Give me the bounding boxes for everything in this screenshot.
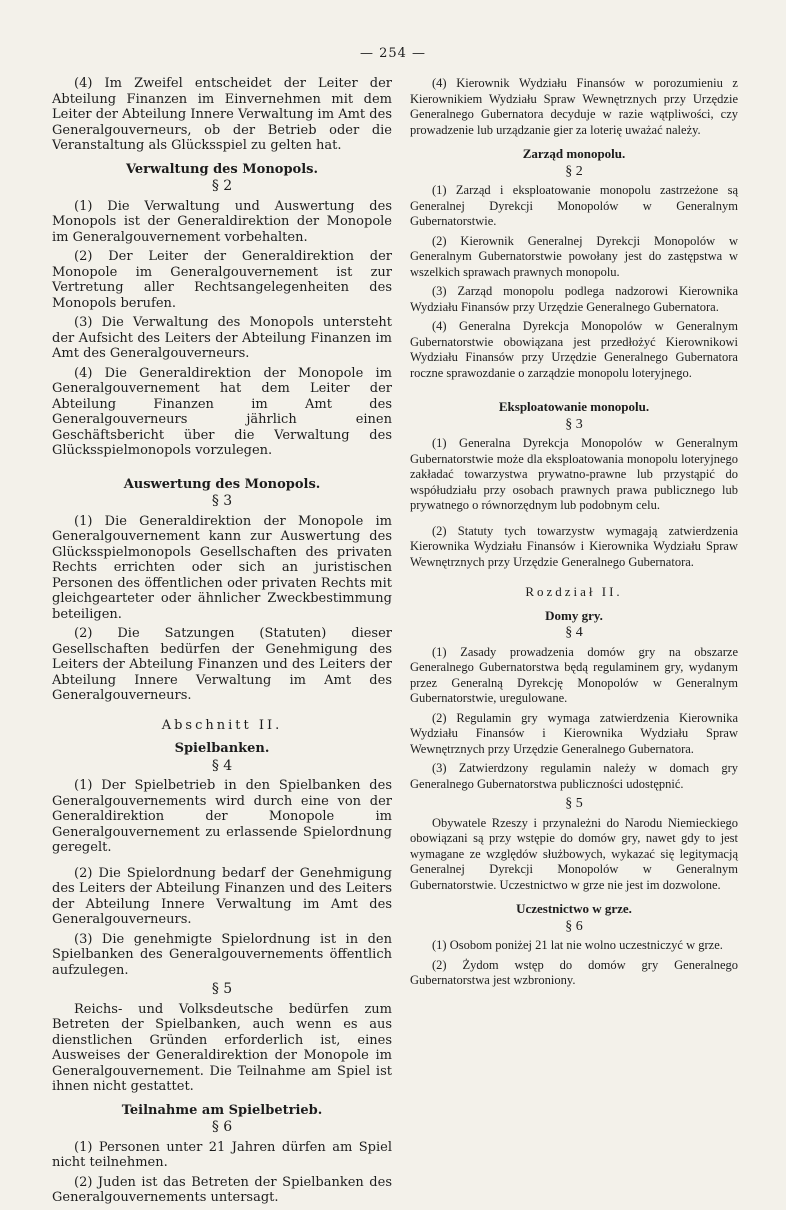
paragraph: (3) Zarząd monopolu podlega nadzorowi Kierownika Wydziału Finansów przy Urzędzie Generalnego Gubernatora. <box>410 284 738 314</box>
paragraph: (1) Zarząd i eksploatowanie monopolu zastrzeżone są Generalnej Dyrekcji Monopolów w Generalnym Gubernatorstwie. <box>410 183 738 228</box>
paragraph: (2) Die Spielordnung bedarf der Genehmigung des Leiters der Abteilung Finanzen und des Leiters der Abteilung Innere Verwaltung im Amt des Generalgouverneurs. <box>52 865 392 927</box>
paragraph-mark-2: § 2 <box>211 178 233 194</box>
paragraph: (2) Juden ist das Betreten der Spielbanken des Generalgouvernements untersagt. <box>52 1174 392 1205</box>
paragraph: (1) Der Spielbetrieb in den Spielbanken des Generalgouvernements wird durch eine von der Generaldirektion der Monopole im Generalgouvernement zu erlassende Spielordnung geregelt. <box>52 778 392 855</box>
heading-spielbanken: Spielbanken. <box>174 741 270 756</box>
paragraph-mark-3: § 3 <box>211 493 233 509</box>
paragraph: (4) Generalna Dyrekcja Monopolów w Generalnym Gubernatorstwie obowiązana jest przedłożyć Kierownikowi Wydziału Finansów przy Urzędzie Generalnego Gubernatora roczne sprawozdanie o zarządzie monopolu loteryjnego. <box>410 319 738 380</box>
paragraph-mark-5: § 5 <box>211 981 233 997</box>
heading-eksploatowanie: Eksploatowanie monopolu. <box>498 399 650 414</box>
paragraph: (1) Osobom poniżej 21 lat nie wolno uczestniczyć w grze. <box>432 938 723 952</box>
paragraph: (4) Im Zweifel entscheidet der Leiter der Abteilung Finanzen im Einvernehmen mit dem Leiter der Abteilung Innere Verwaltung im Amt des Generalgouverneurs, ob der Betrieb oder die Veranstaltung als Glücksspiel zu gelten hat. <box>52 76 392 153</box>
heading-verwaltung: Verwaltung des Monopols. <box>125 161 319 177</box>
paragraph: (2) Kierownik Generalnej Dyrekcji Monopolów w Generalnym Gubernatorstwie powołany jest do zastępstwa w wszelkich sprawach prawnych monopolu. <box>410 233 738 279</box>
heading-domy: Domy gry. <box>545 607 603 623</box>
heading-auswertung: Auswertung des Monopols. <box>123 476 321 492</box>
page-number: — 254 — <box>359 46 427 61</box>
paragraph: (4) Kierownik Wydziału Finansów w porozumieniu z Kierownikiem Wydziału Spraw Wewnętrznych przy Urzędzie Generalnego Gubernatora decyduje w razie wątpliwości, czy prowadzenie lub urządzanie gier za loterię uważać należy. <box>410 76 738 137</box>
paragraph: Reichs- und Volksdeutsche bedürfen zum Betreten der Spielbanken, auch wenn es aus dienstlichen Gründen erforderlich ist, eines Ausweises der Generaldirektion der Monopole im Generalgouvernement. Die Teilnahme am Spiel ist ihnen nicht gestattet. <box>52 1001 392 1094</box>
german-column <box>52 76 392 1210</box>
paragraph: (4) Die Generaldirektion der Monopole im Generalgouvernement hat dem Leiter der Abteilung Finanzen im Amt des Generalgouverneurs jährlich einen Geschäftsbericht über die Verwaltung des Glücksspielmonopols vorzulegen. <box>52 365 392 458</box>
paragraph: (1) Zasady prowadzenia domów gry na obszarze Generalnego Gubernatorstwa będą regulaminem gry, wydanym przez Generalną Dyrekcję Monopolów w Generalnym Gubernatorstwie, uregulowane. <box>410 644 738 705</box>
paragraph-mark-6: § 6 <box>565 918 583 934</box>
paragraph: (3) Zatwierdzony regulamin należy w domach gry Generalnego Gubernatorstwa publiczności udostępnić. <box>410 761 738 791</box>
paragraph-mark-4: § 4 <box>565 625 583 640</box>
paragraph: (1) Generalna Dyrekcja Monopolów w Generalnym Gubernatorstwie może dla eksploatowania monopolu loteryjnego zakładać towarzystwa prywatno-prawne lub przystąpić do współudziału przy osobach prawnych prawa publicznego lub prywatnego o równorzędnym lub podobnym celu. <box>410 436 738 512</box>
paragraph-mark-5: § 5 <box>565 796 583 811</box>
heading-teilnahme: Teilnahme am Spielbetrieb. <box>121 1102 323 1118</box>
polish-column <box>410 76 738 993</box>
paragraph: (3) Die genehmigte Spielordnung ist in den Spielbanken des Generalgouvernements öffentlich aufzulegen. <box>52 931 392 978</box>
section-title: Rozdział II. <box>525 584 623 599</box>
paragraph-mark-2: § 2 <box>565 163 583 179</box>
paragraph: (2) Żydom wstęp do domów gry Generalnego Gubernatorstwa jest wzbroniony. <box>410 957 738 987</box>
paragraph: (2) Die Satzungen (Statuten) dieser Gesellschaften bedürfen der Genehmigung des Leiters der Abteilung Finanzen und des Leiters der Abteilung Innere Verwaltung im Amt des Generalgouverneurs. <box>52 626 392 703</box>
heading-uczestnictwo: Uczestnictwo w grze. <box>516 901 632 916</box>
heading-zarzad: Zarząd monopolu. <box>522 146 626 161</box>
paragraph: (2) Regulamin gry wymaga zatwierdzenia Kierownika Wydziału Finansów i Kierownika Wydziału Spraw Wewnętrznych przy Urzędzie Generalnego Gubernatora. <box>410 710 738 756</box>
section-title: Abschnitt II. <box>161 717 283 733</box>
paragraph-mark-3: § 3 <box>565 416 583 432</box>
paragraph: (1) Personen unter 21 Jahren dürfen am Spiel nicht teilnehmen. <box>52 1139 392 1170</box>
paragraph: (2) Der Leiter der Generaldirektion der Monopole im Generalgouvernement ist zur Vertretung aller Rechtsangelegenheiten des Monopols berufen. <box>52 249 392 311</box>
paragraph: (1) Die Generaldirektion der Monopole im Generalgouvernement kann zur Auswertung des Glücksspielmonopols Gesellschaften des privaten Rechts errichten oder sich an juristischen Personen des öffentlichen oder privaten Rechts mit gleichgearteter oder ähnlicher Zweckbestimmung beteiligen. <box>52 513 392 622</box>
paragraph: (3) Die Verwaltung des Monopols untersteht der Aufsicht des Leiters der Abteilung Finanzen im Amt des Generalgouverneurs. <box>52 315 392 361</box>
paragraph-mark-4: § 4 <box>211 757 233 774</box>
paragraph: Obywatele Rzeszy i przynależni do Narodu Niemieckiego obowiązani są przy wstępie do domów gry, nawet gdy to jest wymagane ze względów służbowych, wykazać się legitymacją Generalnej Dyrekcji Monopolów w Generalnym Gubernatorstwie. Uczestnictwo w grze nie jest im dozwolone. <box>410 815 738 892</box>
paragraph-mark-6: § 6 <box>211 1119 233 1135</box>
paragraph: (2) Statuty tych towarzystw wymagają zatwierdzenia Kierownika Wydziału Finansów i Kierownika Wydziału Spraw Wewnętrznych przy Urzędzie Generalnego Gubernatora. <box>410 523 738 569</box>
paragraph: (1) Die Verwaltung und Auswertung des Monopols ist der Generaldirektion der Monopole im Generalgouvernement vorbehalten. <box>52 198 392 245</box>
